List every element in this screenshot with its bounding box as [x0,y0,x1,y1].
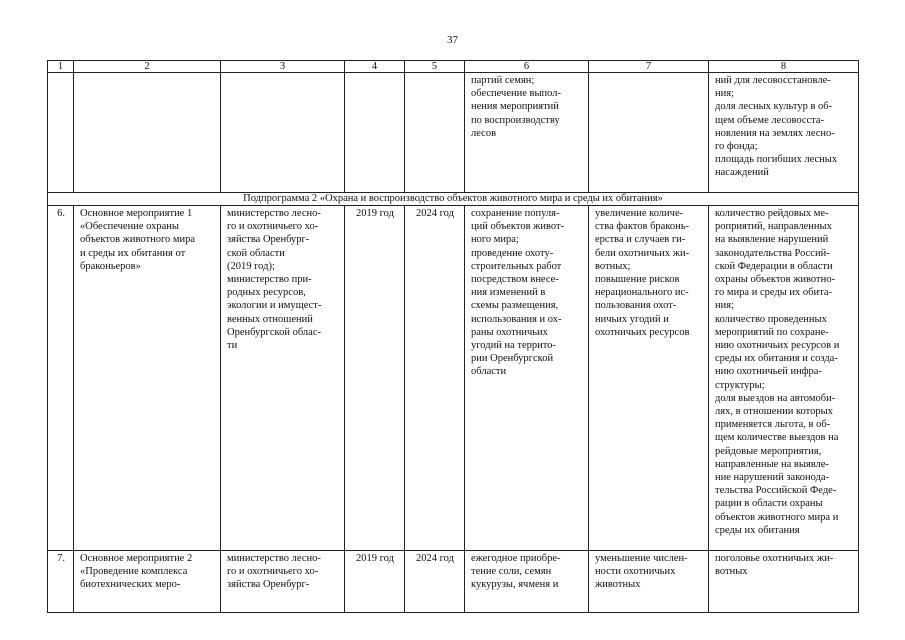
end-year: 2024 год [405,206,465,551]
column-number: 2 [74,61,221,73]
row-number: 7. [48,551,74,613]
column-number: 1 [48,61,74,73]
executor: министерство лесно- го и охотничьего хо- зяйства Оренбург- ской области (2019 год); министерство при- родных ресурсов, экологии и имущест- венных отношений Оренбургской облас- ти [221,206,345,551]
table-row [48,206,859,551]
start-year: 2019 год [345,551,405,613]
column-number-row [48,61,859,73]
start-year: 2019 год [345,206,405,551]
page-number: 37 [447,34,458,46]
non-implementation-consequences: уменьшение числен- ности охотничьих животных [589,551,709,613]
continued-row [48,73,859,193]
table-cell [345,73,405,193]
measure-name: Основное мероприятие 1 «Обеспечение охраны объектов животного мира и среды их обитания от браконьеров» [74,206,221,551]
continued-indicators-cell: ний для лесовосстановле- ния; доля лесных культур в об- щем объеме лесовосста- новления на землях лесно- го фонда; площадь погибших лесных насаждений [709,73,859,193]
column-number: 3 [221,61,345,73]
related-indicators: количество рейдовых ме- роприятий, направленных на выявление нарушений законодательства Россий- ской Федерации в области охраны объектов животно- го мира и среды их обита- ния; количество проведенных мероприятий по сохране- нию охотничьих ресурсов и среды их обитания и созда- нию охотничьей инфра- структуры; доля выездов на автомоби- лях, в отношении которых применяется льгота, в об- щем количестве выездов на рейдовые мероприятия, направленные на выявле- ние нарушений законода- тельства Российской Феде- рации в области охраны объектов животного мира и среды их обитания [709,206,859,551]
related-indicators: поголовье охотничьих жи- вотных [709,551,859,613]
table-cell [221,73,345,193]
column-number: 8 [709,61,859,73]
column-number: 4 [345,61,405,73]
column-number: 7 [589,61,709,73]
table-cell [589,73,709,193]
row-number: 6. [48,206,74,551]
expected-results: сохранение популя- ций объектов живот- ного мира; проведение охоту- строительных работ посредством внесе- ния изменений в схемы размещения, использования и ох- раны охотничьих угодий на террито- рии Оренбургской области [465,206,589,551]
measure-name: Основное мероприятие 2 «Проведение комплекса биотехнических меро- [74,551,221,613]
column-number: 5 [405,61,465,73]
subprogram-row [48,193,859,206]
column-number: 6 [465,61,589,73]
executor: министерство лесно- го и охотничьего хо- зяйства Оренбург- [221,551,345,613]
subprogram-title: Подпрограмма 2 «Охрана и воспроизводство объектов животного мира и среды их обитания» [48,193,859,206]
non-implementation-consequences: увеличение количе- ства фактов браконь- ерства и случаев ги- бели охотничьих жи- вотных; повышение рисков нерационального ис- пользования охот- ничьих угодий и охотничьих ресурсов [589,206,709,551]
table-cell [48,73,74,193]
expected-results: ежегодное приобре- тение соли, семян кукурузы, ячменя и [465,551,589,613]
table-cell [74,73,221,193]
measures-table [47,60,859,613]
end-year: 2024 год [405,551,465,613]
table-row [48,551,859,613]
table-cell [405,73,465,193]
continued-results-cell: партий семян; обеспечение выпол- нения мероприятий по воспроизводству лесов [465,73,589,193]
